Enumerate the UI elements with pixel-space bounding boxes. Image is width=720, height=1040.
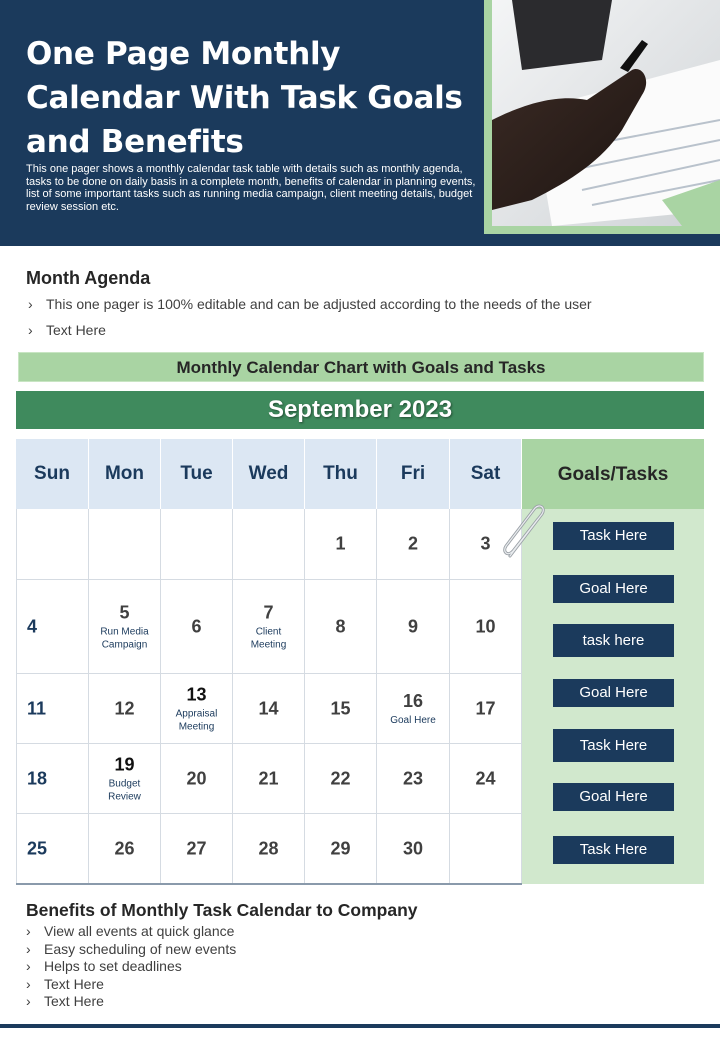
calendar-day-cell[interactable] — [377, 674, 450, 744]
header-photo-frame — [484, 0, 720, 234]
calendar-day-cell[interactable] — [16, 674, 89, 744]
agenda-item-text: This one pager is 100% editable and can be adjusted according to the needs of the user — [46, 296, 592, 312]
agenda-item — [28, 322, 106, 338]
weekday-header: Wed — [233, 439, 305, 509]
calendar-day-cell[interactable] — [377, 744, 450, 814]
day-number: 2 — [407, 533, 418, 554]
day-number: 3 — [480, 533, 491, 554]
benefit-item — [26, 993, 104, 1009]
agenda-title: Month Agenda — [26, 268, 151, 288]
benefit-item — [26, 958, 182, 974]
benefit-item-text: View all events at quick glance — [44, 923, 235, 939]
chart-banner: Monthly Calendar Chart with Goals and Tasks — [18, 352, 704, 382]
page-description: This one pager shows a monthly calendar task table with details such as monthly agenda, tasks to be done on daily basis in a complete month, benefits of calendar in planning events, list of some important tasks such as running media campaign, client meeting details, budget review session etc. — [26, 163, 476, 213]
calendar-day-cell[interactable] — [305, 814, 377, 884]
calendar-day-cell[interactable] — [161, 580, 233, 674]
chevron-right-icon: › — [26, 940, 31, 957]
benefit-item — [26, 941, 236, 957]
benefit-item-text: Easy scheduling of new events — [44, 940, 237, 957]
chevron-right-icon: › — [28, 296, 33, 312]
day-event-note: Client Meeting — [250, 626, 287, 650]
day-number: 18 — [27, 768, 48, 788]
calendar-day-cell[interactable] — [450, 744, 522, 814]
calendar-day-cell[interactable] — [377, 509, 450, 580]
day-number: 25 — [27, 838, 48, 858]
calendar-day-cell[interactable] — [89, 509, 161, 580]
benefit-item — [26, 923, 234, 939]
day-number: 17 — [475, 698, 496, 718]
writing-hand-photo — [492, 0, 720, 226]
calendar-day-cell[interactable] — [377, 814, 450, 884]
day-number: 29 — [330, 838, 351, 858]
weekday-header: Sat — [450, 439, 522, 509]
calendar-day-cell[interactable] — [233, 580, 305, 674]
day-number: 20 — [186, 768, 207, 788]
benefit-item-text: Text Here — [44, 975, 104, 992]
chevron-right-icon: › — [26, 993, 31, 1010]
paperclip-icon — [496, 500, 556, 562]
day-number: 6 — [191, 616, 202, 636]
goals-header: Goals/Tasks — [522, 439, 704, 509]
calendar-day-cell[interactable] — [305, 674, 377, 744]
day-event-note: Run Media Campaign — [100, 626, 149, 650]
day-number: 30 — [402, 838, 424, 858]
benefits-title: Benefits of Monthly Task Calendar to Company — [26, 900, 418, 920]
day-number: 23 — [402, 768, 424, 788]
weekday-header: Sun — [16, 439, 89, 509]
day-number: 22 — [330, 768, 351, 788]
calendar-day-cell[interactable] — [89, 814, 161, 884]
day-number: 10 — [475, 616, 496, 636]
calendar-day-cell[interactable] — [377, 580, 450, 674]
calendar-day-cell[interactable] — [233, 744, 305, 814]
calendar-day-cell[interactable] — [305, 580, 377, 674]
day-number: 21 — [258, 768, 279, 788]
day-number: 8 — [335, 616, 346, 636]
day-number: 4 — [27, 616, 38, 636]
weekday-header: Fri — [377, 439, 450, 509]
goal-task-button[interactable]: task here — [553, 624, 674, 657]
day-number: 28 — [258, 838, 279, 858]
day-number: 14 — [258, 698, 279, 718]
day-number: 7 — [263, 602, 274, 622]
goal-task-button[interactable]: Task Here — [553, 836, 674, 864]
calendar-day-cell[interactable] — [16, 744, 89, 814]
benefit-item — [26, 976, 104, 992]
calendar-day-cell[interactable] — [89, 744, 161, 814]
day-number: 1 — [335, 533, 346, 554]
day-number: 16 — [402, 690, 424, 711]
day-number: 9 — [407, 616, 418, 636]
chevron-right-icon: › — [28, 322, 33, 338]
weekday-header: Thu — [305, 439, 377, 509]
day-number: 27 — [186, 838, 207, 858]
day-number: 19 — [114, 754, 135, 774]
weekday-header: Mon — [89, 439, 161, 509]
calendar-day-cell[interactable] — [161, 744, 233, 814]
day-event-note: Goal Here — [390, 714, 436, 726]
calendar-day-cell[interactable] — [233, 674, 305, 744]
calendar-day-cell[interactable] — [450, 814, 522, 884]
goal-task-button[interactable]: Goal Here — [553, 783, 674, 811]
goal-task-button[interactable]: Goal Here — [553, 679, 674, 707]
goal-task-button[interactable]: Task Here — [553, 729, 674, 762]
calendar-bottom-border — [16, 883, 522, 885]
page-title: One Page Monthly Calendar With Task Goals and Benefits — [26, 36, 463, 160]
day-number: 11 — [27, 698, 47, 718]
benefit-item-text: Helps to set deadlines — [44, 958, 182, 975]
calendar-day-cell[interactable] — [16, 509, 89, 580]
day-number: 13 — [186, 684, 207, 704]
day-number: 24 — [475, 768, 496, 788]
day-number: 12 — [114, 698, 135, 718]
goal-task-button[interactable]: Task Here — [553, 522, 674, 550]
calendar-day-cell[interactable] — [161, 814, 233, 884]
weekday-header: Tue — [161, 439, 233, 509]
calendar-day-cell[interactable] — [450, 674, 522, 744]
day-event-note: Appraisal Meeting — [175, 708, 218, 732]
calendar-day-cell[interactable] — [161, 509, 233, 580]
calendar-day-cell[interactable] — [305, 744, 377, 814]
calendar-day-cell[interactable] — [89, 580, 161, 674]
month-banner: September 2023 — [16, 391, 704, 429]
day-event-note: Budget Review — [108, 778, 141, 802]
calendar-day-cell[interactable] — [16, 580, 89, 674]
calendar-day-cell[interactable] — [305, 509, 377, 580]
calendar-day-cell[interactable] — [450, 580, 522, 674]
calendar-day-cell[interactable] — [89, 674, 161, 744]
calendar-day-cell[interactable] — [161, 674, 233, 744]
day-number: 15 — [330, 698, 351, 718]
chevron-right-icon: › — [26, 923, 31, 939]
agenda-item — [28, 296, 592, 312]
day-number: 5 — [119, 602, 130, 622]
calendar-day-cell[interactable] — [233, 509, 305, 580]
calendar-day-cell[interactable] — [16, 814, 89, 884]
footer-bar — [0, 1024, 720, 1028]
agenda-item-text: Text Here — [46, 322, 106, 338]
chevron-right-icon: › — [26, 975, 31, 992]
day-number: 26 — [114, 838, 135, 858]
benefit-item-text: Text Here — [44, 993, 104, 1010]
header-banner — [0, 0, 720, 246]
goal-task-button[interactable]: Goal Here — [553, 575, 674, 603]
calendar-day-cell[interactable] — [233, 814, 305, 884]
chevron-right-icon: › — [26, 958, 31, 975]
